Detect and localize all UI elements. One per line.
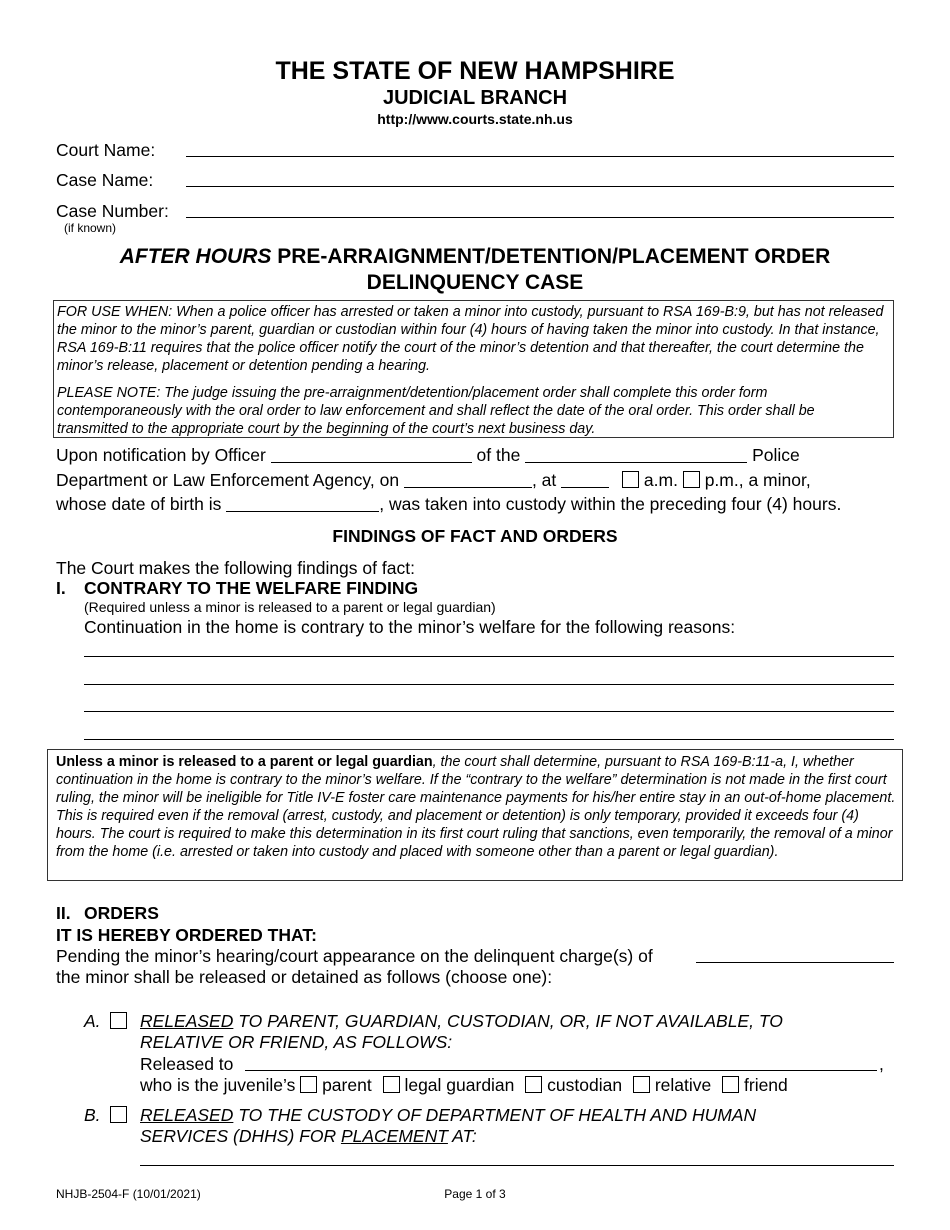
section-1-title: CONTRARY TO THE WELFARE FINDING: [84, 578, 419, 598]
friend-checkbox[interactable]: [722, 1076, 739, 1093]
notification-line-1: [56, 443, 800, 467]
custodian-label: custodian: [547, 1075, 623, 1095]
reason-line-2[interactable]: [84, 684, 894, 685]
court-url[interactable]: http://www.courts.state.nh.us: [377, 111, 573, 127]
welfare-note-box: [47, 749, 903, 881]
released-to-field[interactable]: [245, 1070, 877, 1071]
who-is-text: who is the juvenile’s: [140, 1075, 296, 1095]
welfare-note-text: , the court shall determine, pursuant to RSA 169-B:11-a, I, whether continuation in the home is contrary to the minor’s welfare. If the “contrary to the welfare” determination is not made in the first court ruling, the minor will be ineligible for Title IV-E foster care maintenance payments for his/her entire stay in an out-of-home placement. This is required even if the removal (arrest, custody, and placement or detention) is only temporary, provided it exceeds four (4) hours. The court is required to make this determination in its first court ruling that sanctions, even temporarily, the removal of a minor from the home (i.e. arrested or taken into custody and placed with someone other than a parent or legal guardian).: [56, 754, 896, 860]
branch-title: JUDICIAL BRANCH: [382, 87, 568, 109]
notification-line-2: [56, 468, 811, 492]
findings-heading: FINDINGS OF FACT AND ORDERS: [332, 526, 618, 546]
relative-label: relative: [654, 1075, 712, 1095]
legal-guardian-checkbox[interactable]: [383, 1076, 400, 1093]
section-1-text: Continuation in the home is contrary to the minor’s welfare for the following reasons:: [84, 617, 736, 637]
option-a-line2: RELATIVE OR FRIEND, AS FOLLOWS:: [140, 1032, 453, 1052]
am-checkbox[interactable]: [622, 471, 639, 488]
findings-intro: The Court makes the following findings of fact:: [56, 558, 415, 578]
released-to-comma: ,: [879, 1054, 884, 1074]
pm-label: p.m., a minor,: [704, 470, 811, 490]
relationship-row: [140, 1073, 788, 1097]
option-a-text: TO PARENT, GUARDIAN, CUSTODIAN, OR, IF NOT AVAILABLE, TO: [233, 1011, 783, 1031]
dob-text: whose date of birth is: [56, 494, 222, 514]
police-text: Police: [752, 445, 800, 465]
option-b-letter: B.: [84, 1105, 101, 1125]
case-name-field[interactable]: [186, 186, 894, 187]
page-number: Page 1 of 3: [444, 1187, 506, 1201]
court-name-field[interactable]: [186, 156, 894, 157]
released-to-label: Released to: [140, 1054, 234, 1074]
officer-name-field[interactable]: [271, 446, 472, 463]
form-id: NHJB-2504-F (10/01/2021): [56, 1187, 201, 1201]
case-name-label: Case Name:: [56, 170, 154, 190]
police-department-field[interactable]: [525, 446, 747, 463]
at-text: , at: [531, 470, 557, 490]
reason-line-1[interactable]: [84, 656, 894, 657]
welfare-note-bold: Unless a minor is released to a parent or legal guardian: [56, 754, 433, 770]
case-number-note: (if known): [64, 221, 117, 235]
option-b-at: AT:: [447, 1126, 477, 1146]
case-number-field[interactable]: [186, 217, 894, 218]
department-text: Department or Law Enforcement Agency, on: [56, 470, 400, 490]
option-a-letter: A.: [84, 1011, 101, 1031]
option-a-checkbox[interactable]: [110, 1012, 127, 1029]
parent-checkbox[interactable]: [300, 1076, 317, 1093]
option-a-released: RELEASED: [140, 1011, 234, 1031]
placement-location-field[interactable]: [140, 1165, 894, 1166]
taken-into-custody-text: , was taken into custody within the preceding four (4) hours.: [379, 494, 842, 514]
option-b-text: TO THE CUSTODY OF DEPARTMENT OF HEALTH AND HUMAN: [233, 1105, 757, 1125]
section-1-note: (Required unless a minor is released to a parent or legal guardian): [84, 599, 496, 615]
court-name-label: Court Name:: [56, 140, 156, 160]
option-b-placement: PLACEMENT: [340, 1126, 448, 1146]
section-2-number: II.: [56, 903, 71, 923]
parent-label: parent: [322, 1075, 372, 1095]
option-b-line2: [140, 1124, 477, 1148]
form-title: [0, 244, 950, 270]
option-b-checkbox[interactable]: [110, 1106, 127, 1123]
friend-label: friend: [744, 1075, 788, 1095]
date-field[interactable]: [404, 471, 532, 488]
upon-notification-text: Upon notification by Officer: [56, 445, 266, 465]
pending-text: Pending the minor’s hearing/court appearance on the delinquent charge(s) of: [56, 946, 653, 966]
case-number-label: Case Number:: [56, 201, 169, 221]
for-use-when-text: FOR USE WHEN: When a police officer has arrested or taken a minor into custody, pursuant to RSA 169-B:9, but has not released the minor to the minor’s parent, guardian or custodian within four (4) hours of having taken the minor into custody. In that instance, RSA 169-B:11 requires that the police officer notify the court of the minor’s detention and that thereafter, the court determine the minor’s release, placement or detention pending a hearing.: [57, 304, 884, 374]
legal-guardian-label: legal guardian: [404, 1075, 515, 1095]
of-the-text: of the: [476, 445, 521, 465]
choose-one-text: the minor shall be released or detained as follows (choose one):: [56, 967, 553, 987]
am-label: a.m.: [643, 470, 678, 490]
custodian-checkbox[interactable]: [525, 1076, 542, 1093]
time-field[interactable]: [561, 471, 609, 488]
section-1-number: I.: [56, 578, 66, 598]
title-main: PRE-ARRAIGNMENT/DETENTION/PLACEMENT ORDER: [271, 245, 831, 268]
instructions-box: [53, 300, 894, 438]
notification-line-3: [56, 492, 841, 516]
state-title: THE STATE OF NEW HAMPSHIRE: [275, 57, 675, 85]
reason-line-3[interactable]: [84, 711, 894, 712]
delinquent-charges-field[interactable]: [696, 962, 894, 963]
pm-checkbox[interactable]: [683, 471, 700, 488]
option-b-services: SERVICES (DHHS) FOR: [140, 1126, 341, 1146]
date-of-birth-field[interactable]: [226, 495, 379, 512]
please-note-text: PLEASE NOTE: The judge issuing the pre-arraignment/detention/placement order shall complete this order form contemporaneously with the oral order to law enforcement and shall reflect the date of the oral order. This order shall be transmitted to the appropriate court by the beginning of the court’s next business day.: [57, 385, 815, 437]
option-b-released: RELEASED: [140, 1105, 234, 1125]
reason-line-4[interactable]: [84, 739, 894, 740]
hereby-ordered: IT IS HEREBY ORDERED THAT:: [56, 925, 317, 945]
title-after-hours: AFTER HOURS: [119, 245, 272, 268]
form-subtitle: DELINQUENCY CASE: [366, 271, 584, 294]
section-2-title: ORDERS: [84, 903, 159, 923]
relative-checkbox[interactable]: [633, 1076, 650, 1093]
